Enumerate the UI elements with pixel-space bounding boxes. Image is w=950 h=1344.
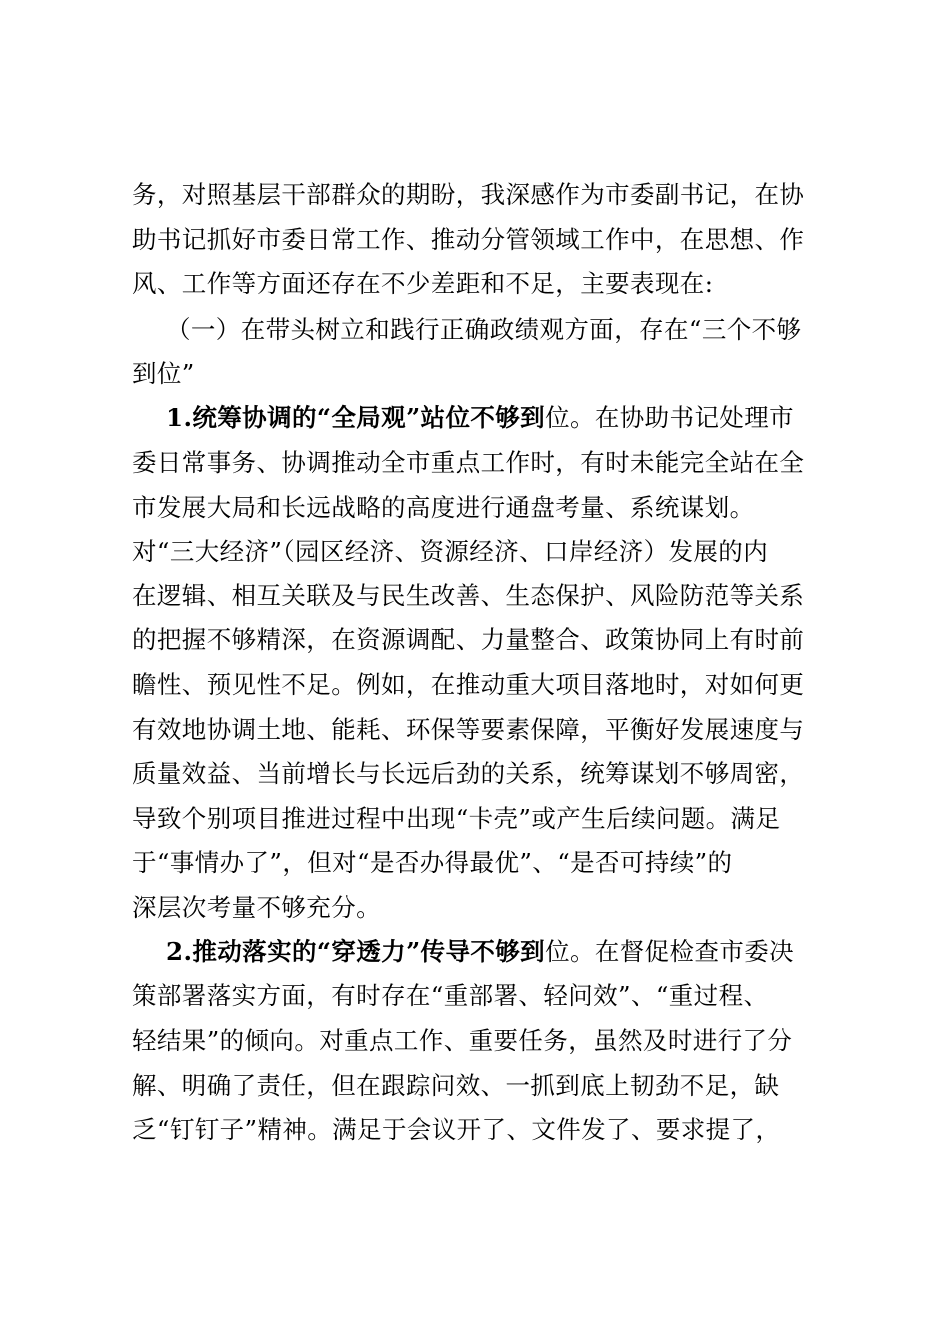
subheading-line xyxy=(166,932,794,972)
body-line: 对“三大经济”（园区经济、资源经济、口岸经济）发展的内 xyxy=(132,537,769,566)
body-line: 市发展大局和长远战略的高度进行通盘考量、系统谋划。 xyxy=(132,493,755,522)
section-heading: （一）在带头树立和践行正确政绩观方面，存在“三个不够 xyxy=(166,315,802,344)
body-line: 导致个别项目推进过程中出现“卡壳”或产生后续问题。满足 xyxy=(132,804,781,833)
body-line: 务，对照基层干部群众的期盼，我深感作为市委副书记，在协 xyxy=(132,180,805,209)
body-line: 轻结果”的倾向。对重点工作、重要任务，虽然及时进行了分 xyxy=(132,1026,793,1055)
body-line: 的把握不够精深，在资源调配、力量整合、政策协同上有时前 xyxy=(132,625,805,654)
body-line: 在逻辑、相互关联及与民生改善、生态保护、风险防范等关系 xyxy=(132,581,805,610)
body-line: 深层次考量不够充分。 xyxy=(132,893,381,922)
body-line: 风、工作等方面还存在不少差距和不足，主要表现在: xyxy=(132,269,714,298)
body-line: 解、明确了责任，但在跟踪问效、一抓到底上韧劲不足，缺 xyxy=(132,1071,780,1100)
subheading-line xyxy=(166,398,794,438)
body-line: 于“事情办了”，但对“是否办得最优”、“是否可持续”的 xyxy=(132,848,733,877)
body-line: 委日常事务、协调推动全市重点工作时，有时未能完全站在全 xyxy=(132,448,805,477)
subheading-2-title: 2.推动落实的“穿透力”传导不够到 xyxy=(166,937,546,966)
body-line: 有效地协调土地、能耗、环保等要素保障，平衡好发展速度与 xyxy=(132,715,805,744)
body-line: 质量效益、当前增长与长远后劲的关系，统筹谋划不够周密， xyxy=(132,759,805,788)
body-line: 助书记抓好市委日常工作、推动分管领域工作中，在思想、作 xyxy=(132,225,805,254)
subheading-1-rest: 位。在协助书记处理市 xyxy=(545,403,795,432)
subheading-2-rest: 位。在督促检查市委决 xyxy=(545,937,795,966)
body-line: 策部署落实方面，有时存在“重部署、轻问效”、“重过程、 xyxy=(132,981,769,1010)
body-line: 乏“钉钉子”精神。满足于会议开了、文件发了、要求提了， xyxy=(132,1115,781,1144)
section-heading-continued: 到位” xyxy=(132,359,195,388)
body-line: 瞻性、预见性不足。例如，在推动重大项目落地时，对如何更 xyxy=(132,670,805,699)
subheading-1-title: 1.统筹协调的“全局观”站位不够到 xyxy=(166,403,546,432)
